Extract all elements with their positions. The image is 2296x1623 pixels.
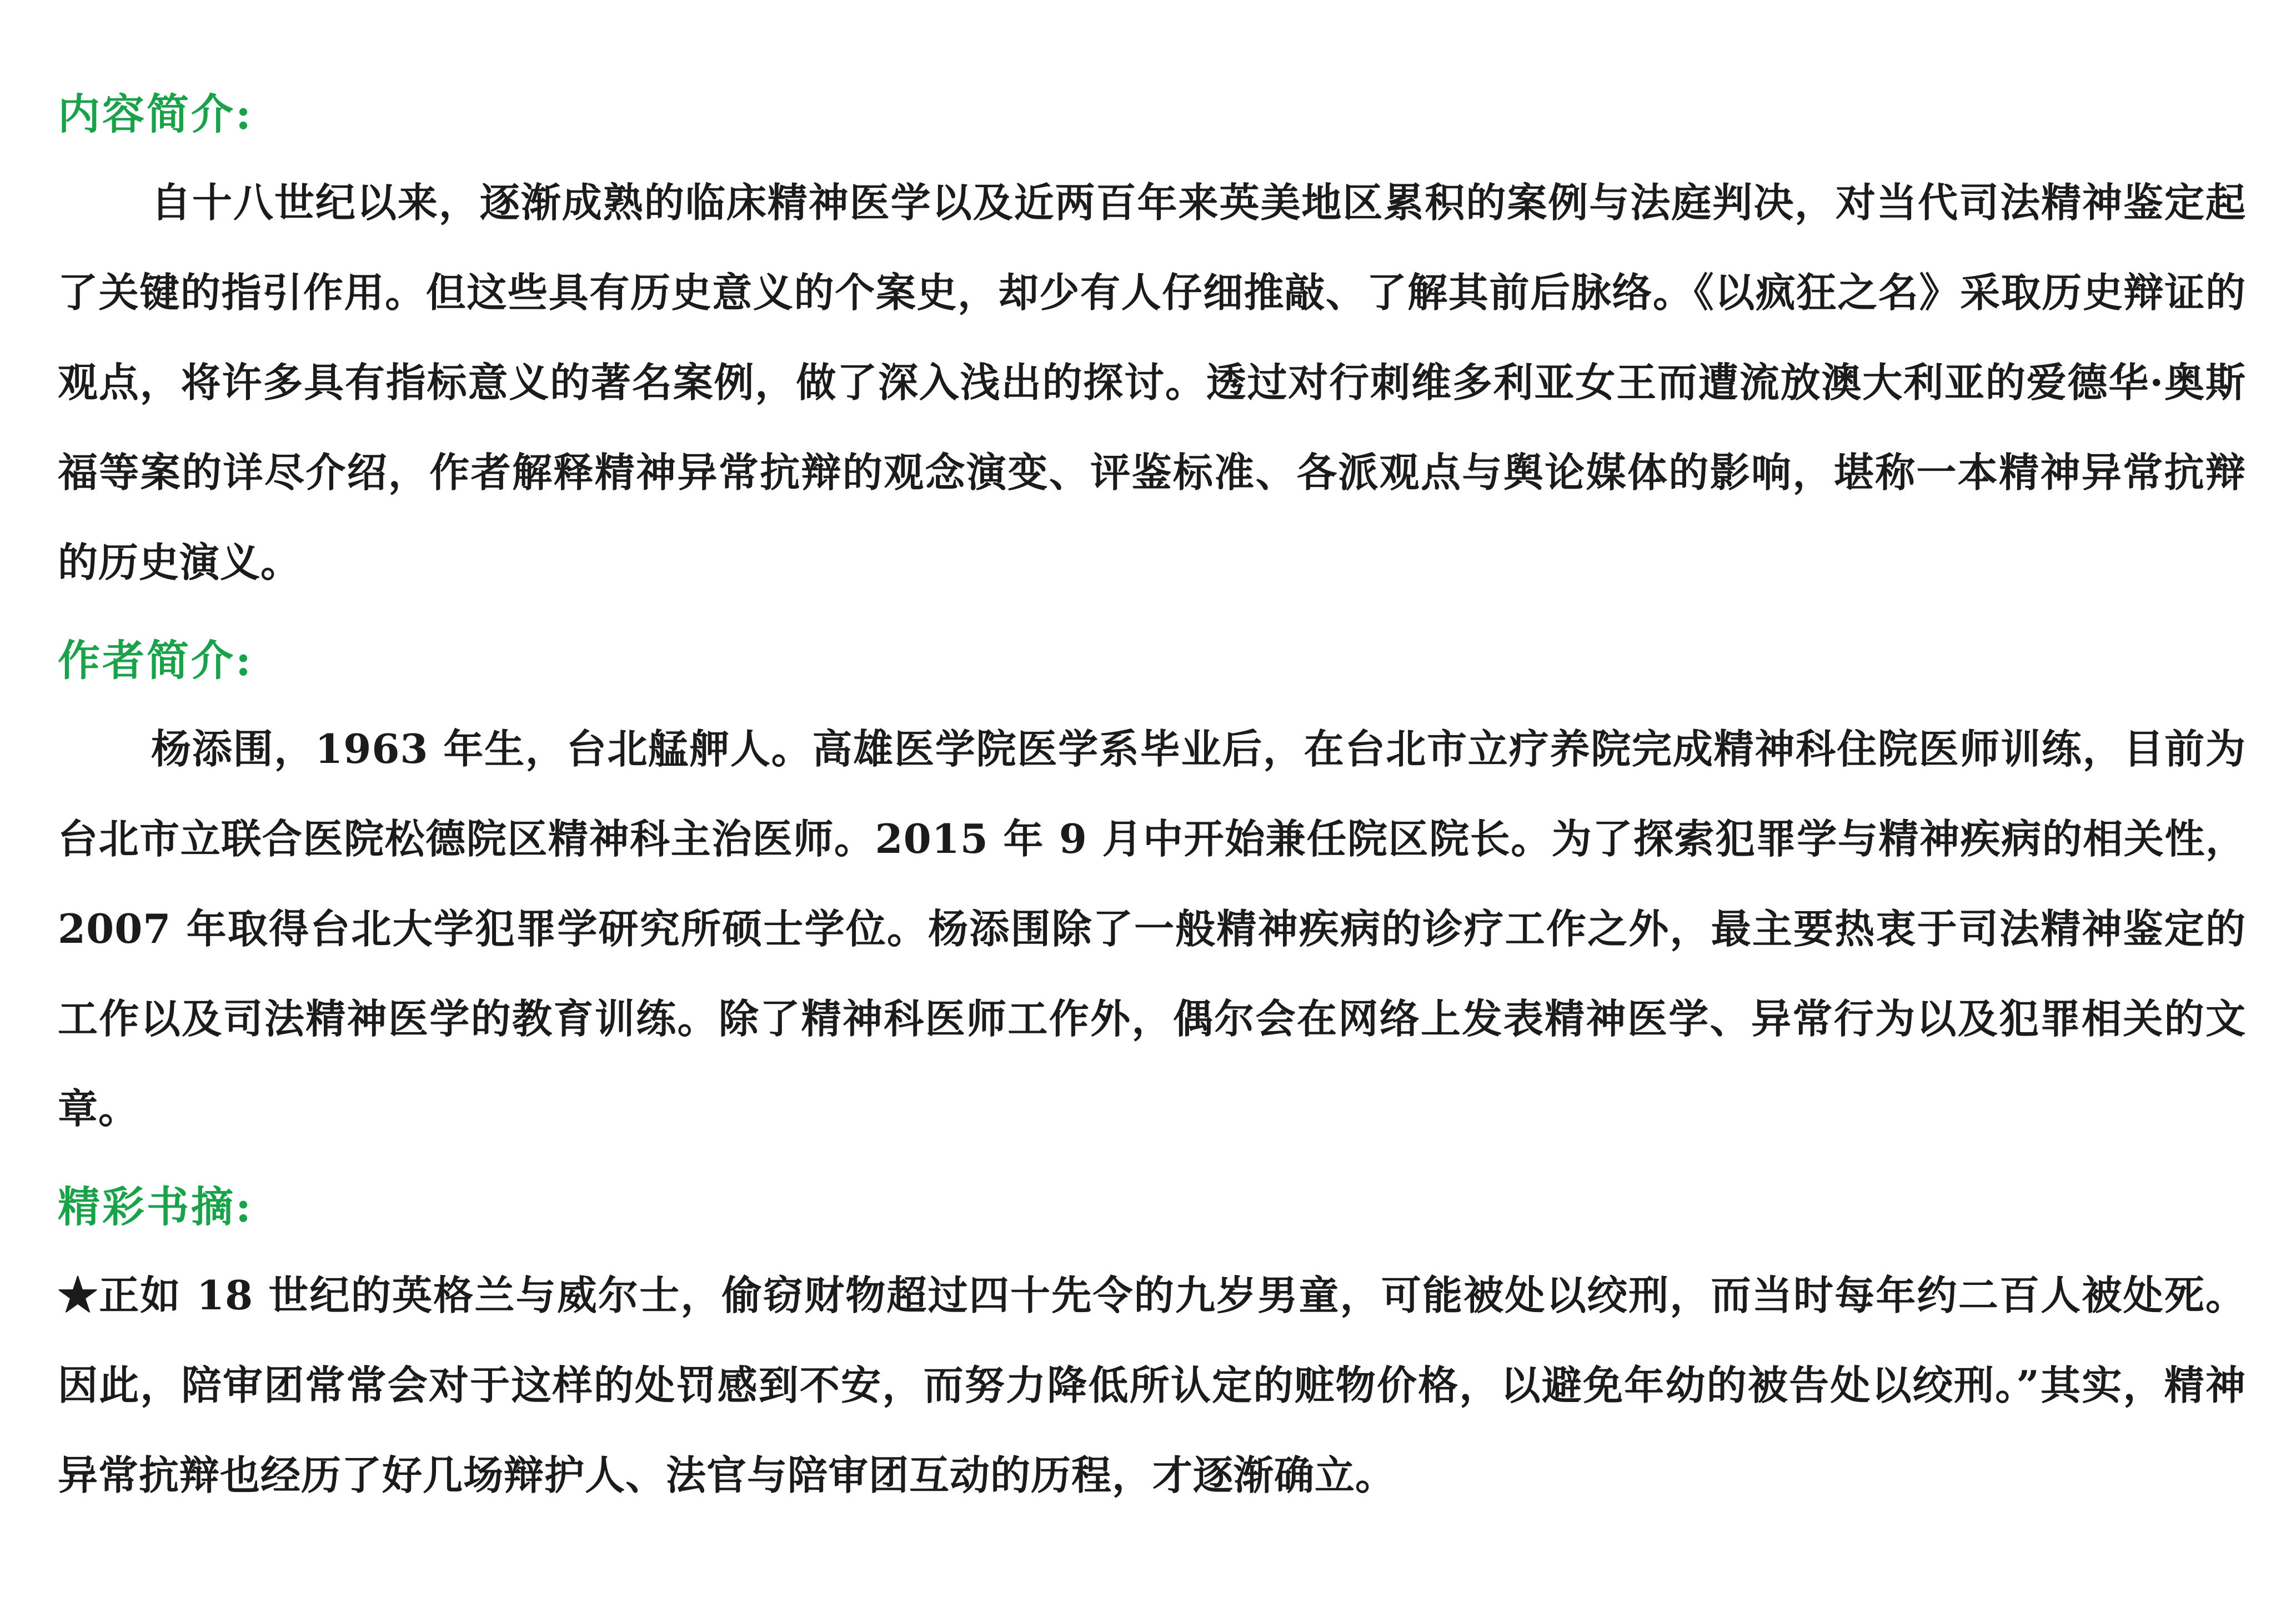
section-heading-excerpt: 精彩书摘:: [58, 1182, 254, 1232]
section-heading-summary: 内容简介:: [58, 89, 254, 139]
section-heading-author: 作者简介:: [58, 636, 254, 685]
summary-paragraph: 自十八世纪以来，逐渐成熟的临床精神医学以及近两百年来英美地区累积的案例与法庭判决，对当代司法精神鉴定起了关键的指引作用。但这些具有历史意义的个案史，却少有人仔细推敲、了解其前后脉络。《以疯狂之名》采取历史辩证的观点，将许多具有指标意义的著名案例，做了深入浅出的探讨。透过对行刺维多利亚女王而遭流放澳大利亚的爱德华·奥斯福等案的详尽介绍，作者解释精神异常抗辩的观念演变、评鉴标准、各派观点与舆论媒体的影响，堪称一本精神异常抗辩的历史演义。: [58, 179, 2246, 586]
excerpt-paragraph: ★正如 18 世纪的英格兰与威尔士，偷窃财物超过四十先令的九岁男童，可能被处以绞刑，而当时每年约二百人被处死。因此，陪审团常常会对于这样的处罚感到不安，而努力降低所认定的赃物价格，以避免年幼的被告处以绞刑。”其实，精神异常抗辩也经历了好几场辩护人、法官与陪审团互动的历程，才逐渐确立。: [58, 1272, 2246, 1499]
author-paragraph: 杨添围，1963 年生，台北艋舺人。高雄医学院医学系毕业后，在台北市立疗养院完成精神科住院医师训练，目前为台北市立联合医院松德院区精神科主治医师。2015 年 9 月中开始兼任院区院长。为了探索犯罪学与精神疾病的相关性，2007 年取得台北大学犯罪学研究所硕士学位。杨添围除了一般精神疾病的诊疗工作之外，最主要热衷于司法精神鉴定的工作以及司法精神医学的教育训练。除了精神科医师工作外，偶尔会在网络上发表精神医学、异常行为以及犯罪相关的文章。: [58, 725, 2246, 1132]
